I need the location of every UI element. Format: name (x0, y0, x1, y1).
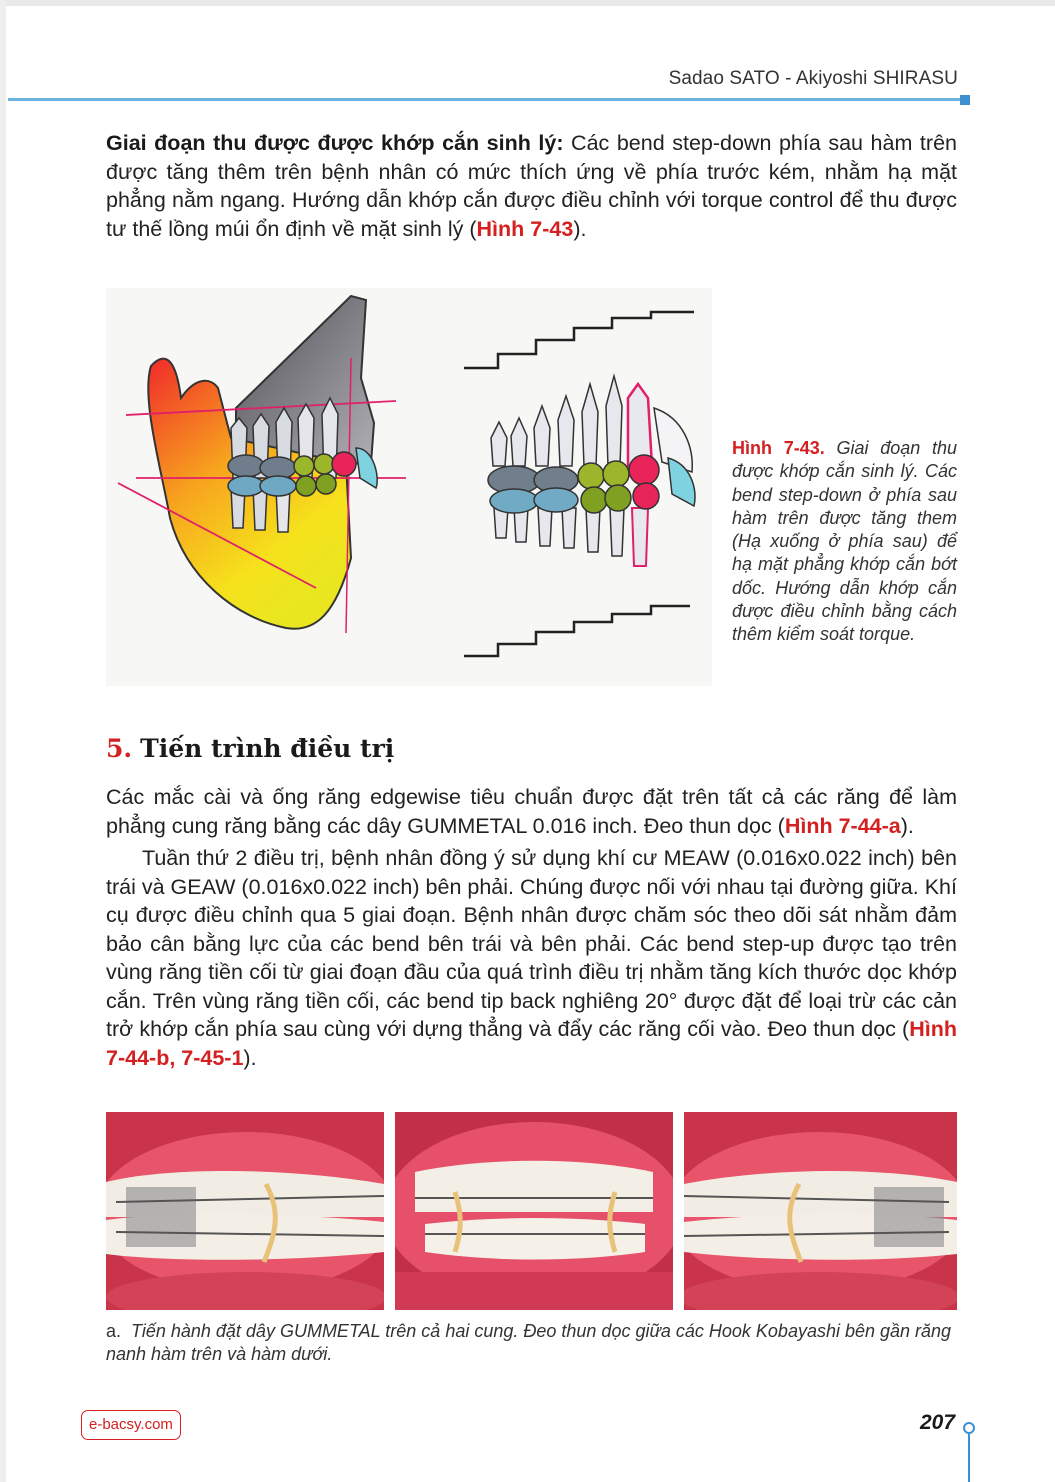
page-number: 207 (920, 1411, 956, 1434)
figure-7-43-label: Hình 7-43. (732, 438, 825, 458)
paragraph-text: Tuần thứ 2 điều trị, bệnh nhân đồng ý sử dụng khí cư MEAW (0.016x0.022 inch) bên trái và GEAW (0.016x0.022 inch) bên phải. Chúng được nối với nhau tại đường giữa. Khí cụ được điều chỉnh qua 5 giai đoạn. Bệnh nhân được chăm sóc theo dõi sát nhằm đảm bảo cân bằng lực của các bend bên trái và bên phải. Các bend step-up được tạo trên vùng răng tiền cối từ giai đoạn đầu của quá trình điều trị nhằm tăng kích thước dọc khớp cắn. Trên vùng răng tiền cối, các bend tip back nghiêng 20° được đặt để loại trừ các cản trở khớp cắn phía sau cùng với dựng thẳng và đẩy các răng cối vào. Đeo thun dọc ( (106, 846, 957, 1041)
intraoral-photo-left (684, 1112, 957, 1310)
paragraph-brackets (106, 783, 957, 840)
figure-7-43-caption (732, 437, 957, 647)
paragraph-end: ). (573, 216, 587, 241)
section-number: 5. (106, 734, 133, 763)
paragraph-end: ). (243, 1045, 257, 1070)
figure-7-44a-caption-text: Tiến hành đặt dây GUMMETAL trên cả hai cung. Đeo thun dọc giữa các Hook Kobayashi bên gần răng nanh hàm trên và hàm dưới. (106, 1321, 952, 1364)
section-heading (106, 734, 394, 763)
paragraph-text: Các bend step-down phía sau hàm trên được tăng thêm trên bệnh nhân có mức thích ứng về phía trước kém, nhằm hạ mặt phẳng nằm ngang. Hướng dẫn khớp cắn được điều chỉnh với torque control để thu được tư thế lồng múi ổn định về mặt sinh lý ( (106, 131, 957, 241)
page-left-edge (0, 0, 6, 1482)
figure-reference[interactable]: Hình 7-44-a (784, 813, 901, 838)
site-badge[interactable]: e-bacsy.com (81, 1410, 181, 1440)
figure-7-44a-photos (106, 1112, 957, 1310)
figure-7-43-caption-text: Giai đoạn thu được khớp cắn sinh lý. Các bend step-down ở phía sau hàm trên được tăng them (Hạ xuống ở phía sau) để hạ mặt phẳng khớp cắn bớt dốc. Hướng dẫn khớp cắn được điều chỉnh bằng cách thêm kiểm soát torque. (732, 438, 957, 645)
paragraph-end: ). (900, 813, 914, 838)
footer-dot-marker (963, 1422, 975, 1434)
paragraph-meaw-treatment (106, 844, 957, 1072)
intraoral-photo-front (395, 1112, 673, 1310)
figure-7-43-illustration (106, 288, 712, 686)
section-title: Tiến trình điều trị (140, 734, 395, 763)
footer-rule (968, 1428, 970, 1482)
paragraph-physiological-occlusion (106, 129, 957, 243)
paragraph-lead: Giai đoạn thu được được khớp cắn sinh lý: (106, 131, 564, 155)
header-square-marker (960, 95, 970, 105)
header-rule (8, 98, 960, 101)
page-top-edge (0, 0, 1055, 6)
header-author: Sadao SATO - Akiyoshi SHIRASU (668, 68, 958, 89)
intraoral-photo-right (106, 1112, 384, 1310)
figure-7-44a-caption (106, 1320, 957, 1366)
figure-7-43-drawing (106, 288, 712, 686)
figure-reference[interactable]: Hình 7-43 (476, 216, 574, 241)
running-header (8, 68, 970, 108)
paragraph-text: Các mắc cài và ống răng edgewise tiêu chuẩn được đặt trên tất cả các răng để làm phẳng cung răng bằng các dây GUMMETAL 0.016 inch. Đeo thun dọc ( (106, 785, 957, 838)
caption-item-marker: a. (106, 1321, 122, 1341)
figure-reference[interactable]: Hình 7-44-b, 7-45-1 (106, 1017, 957, 1070)
